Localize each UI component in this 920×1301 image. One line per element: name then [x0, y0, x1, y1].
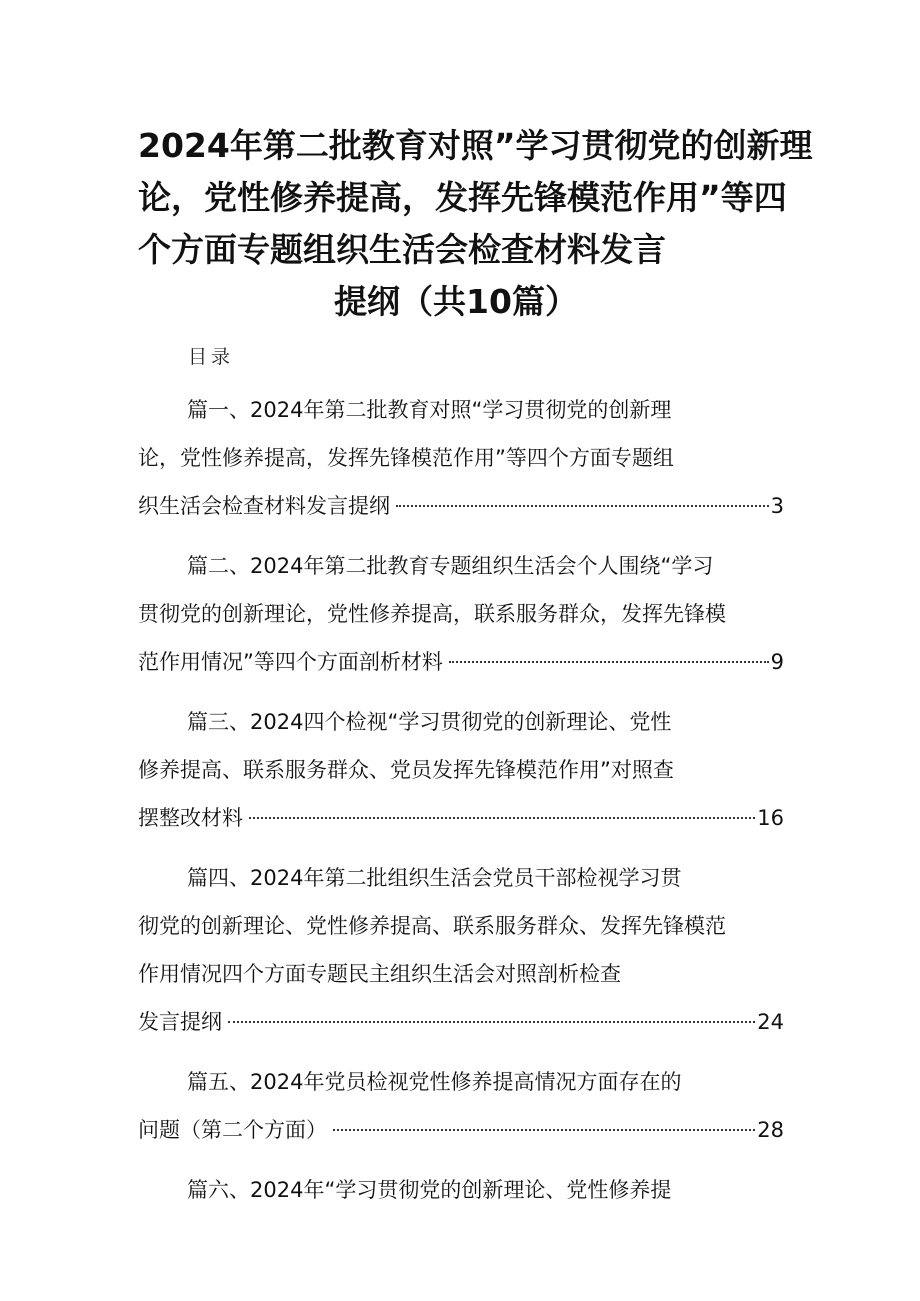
- toc-entry-line: 篇二、2024年第二批教育专题组织生活会个人围绕“学习: [187, 554, 714, 578]
- document-title: [138, 120, 813, 328]
- toc-page-number: 3: [770, 494, 784, 518]
- toc-entry-line: 篇六、2024年“学习贯彻党的创新理论、党性修养提: [187, 1178, 672, 1202]
- toc-entry-1[interactable]: [138, 386, 784, 530]
- toc-entry-line: 发言提纲 24: [138, 998, 784, 1046]
- toc-entry-line: 篇三、2024四个检视“学习贯彻党的创新理论、党性: [187, 710, 672, 734]
- toc-entry-2[interactable]: [138, 542, 784, 686]
- toc-leader-dots: [449, 661, 769, 663]
- toc-entry-line: 范作用情况”等四个方面剖析材料 9: [138, 638, 784, 686]
- toc-page-number: 16: [757, 806, 784, 830]
- toc-entry-line: 论，党性修养提高，发挥先锋模范作用”等四个方面专题组: [138, 446, 674, 470]
- toc-leader-dots: [396, 505, 769, 507]
- toc-page-number: 28: [757, 1118, 784, 1142]
- toc-entry-5[interactable]: [138, 1058, 784, 1154]
- toc-entry-line: 摆整改材料 16: [138, 794, 784, 842]
- toc-entry-3[interactable]: [138, 698, 784, 842]
- toc-entry-line: 修养提高、联系服务群众、党员发挥先锋模范作用”对照查: [138, 758, 674, 782]
- toc-entry-line: 贯彻党的创新理论，党性修养提高，联系服务群众，发挥先锋模: [138, 602, 726, 626]
- toc-entry-4[interactable]: [138, 854, 784, 1046]
- toc-entry-line: 篇四、2024年第二批组织生活会党员干部检视学习贯: [187, 866, 682, 890]
- toc-page-number: 9: [770, 650, 784, 674]
- title-line-3: 个方面专题组织生活会检查材料发言: [138, 230, 666, 269]
- toc-entry-6[interactable]: [138, 1166, 784, 1214]
- toc-heading: 目录: [188, 346, 235, 368]
- toc-entry-line: 篇五、2024年党员检视党性修养提高情况方面存在的: [187, 1070, 682, 1094]
- toc-leader-dots: [249, 817, 755, 819]
- toc-leader-dots: [228, 1021, 755, 1023]
- toc-entry-line: 篇一、2024年第二批教育对照“学习贯彻党的创新理: [187, 398, 672, 422]
- title-line-4: 提纲（共10篇）: [334, 282, 578, 321]
- toc-page-number: 24: [757, 1010, 784, 1034]
- toc-entry-line: 彻党的创新理论、党性修养提高、联系服务群众、发挥先锋模范: [138, 914, 726, 938]
- table-of-contents: [138, 386, 784, 1214]
- toc-entry-line: 织生活会检查材料发言提纲 3: [138, 482, 784, 530]
- toc-entry-line: 作用情况四个方面专题民主组织生活会对照剖析检查: [138, 962, 621, 986]
- title-line-1: 2024年第二批教育对照”学习贯彻党的创新理: [138, 126, 813, 165]
- toc-leader-dots: [333, 1129, 755, 1131]
- toc-entry-line: 问题（第二个方面） 28: [138, 1106, 784, 1154]
- title-line-2: 论，党性修养提高，发挥先锋模范作用”等四: [138, 178, 787, 217]
